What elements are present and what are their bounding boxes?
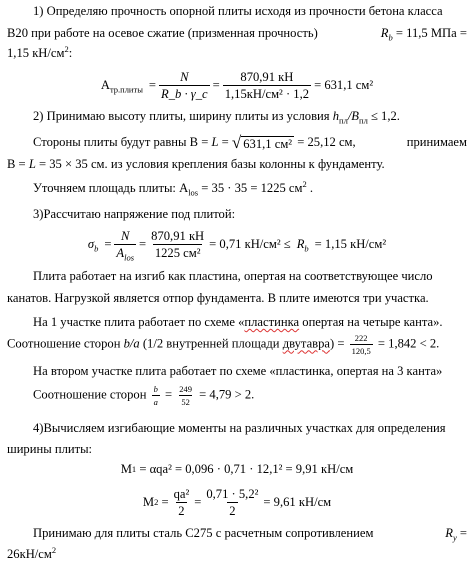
- s4-p3-line2: Соотношение сторон $\frac{b}{a}$ = $\frac{249}{52}$ = 4,79 > 2.: [33, 384, 255, 407]
- s2-line2: Стороны плиты будут равны B = L = √ 631,1 см² = 25,12 см, принимаем: [33, 133, 467, 153]
- s1-line2-text: В20 при работе на осевое сжатие (призменная прочность): [7, 26, 318, 40]
- s1-line1: 1) Определяю прочность опорной плиты исходя из прочности бетона класса: [33, 4, 443, 18]
- s6-line1: Принимаю для плиты сталь С275 с расчетным сопротивлением $R_y$ =: [33, 526, 467, 543]
- s1-rb-expr: $R_b = 11,5$ МПа =: [380, 26, 467, 43]
- stress-formula: $\sigma_b$ = $\frac{N}{A_{los}}$ = $\frac{870,91 кН}{\text{1225 см²}}$ = 0,71 кН/см² ≤ $R_b$ = 1,15 кН/см²: [87, 228, 387, 263]
- s1-line3: 1,15 $кН/см^2$:: [7, 43, 73, 60]
- s4-p1-line1: Плита работает на изгиб как пластина, опертая на соответствующее число: [33, 269, 433, 283]
- fraction-values: $\frac{870,91 кН}{\text{1,15кН/см² · 1,2}}$: [224, 69, 310, 101]
- formula-result: = 631,1 см²: [314, 78, 374, 92]
- s3-title: 3)Рассчитаю напряжение под плитой:: [33, 207, 236, 221]
- sqrt-expression: √ 631,1 см²: [231, 133, 293, 153]
- s4-p1-line2: канатов. Нагрузкой является отпор фундамента. В плите имеются три участка.: [7, 291, 429, 305]
- s1-line2: [7, 25, 467, 41]
- s5-line2: ширины плиты:: [7, 442, 93, 456]
- formula-area: $A_{тр.плиты}$ = $\frac{N}{R\_b \cdot \gamma\_c}$ = $\frac{870,91 кН}{\text{1,15кН/см² · 1,2}}$ = 631,1 см²: [100, 69, 374, 101]
- s6-line2: $26кН/см^2$: [7, 544, 57, 561]
- moment-m1-formula: M 1 = αqa² = 0,096 · 0,71 · 12,1² = 9,91 кН/см: [120, 462, 354, 476]
- s2-line3: B = L = 35 × 35 см. из условия крепления базы колонны к фундаменту.: [7, 157, 385, 171]
- s5-line1: 4)Вычисляем изгибающие моменты на различных участках для определения: [33, 421, 446, 435]
- s4-p2-line2: Соотношение сторон b/a (1/2 внутренней площади двутавра) = $\frac{222}{120,5}$ = 1,842 < 2.: [7, 333, 440, 356]
- s4-p3-line1: На втором участке плита работает по схеме «пластинка, опертая на 3 канта»: [33, 364, 443, 378]
- fraction-n-rb: $\frac{N}{R\_b \cdot \gamma\_c}$: [161, 69, 208, 101]
- s2-line4: Уточняем площадь плиты: $A_{los} = 35 \cdot 35 = 1225$ $см^2$ .: [33, 178, 314, 198]
- s2-line1: 2) Принимаю высоту плиты, ширину плиты из условия $h_{пл}/B_{пл} \le 1,2$.: [33, 109, 400, 126]
- s4-p2-line1: На 1 участке плита работает по схеме «пластинка опертая на четыре канта».: [33, 315, 443, 329]
- moment-m2-formula: M 2 = $\frac{\text{qa²}}{2}$ = $\frac{\text{0,71 · 5,2²}}{2}$ = 9,61 кН/см: [142, 486, 332, 518]
